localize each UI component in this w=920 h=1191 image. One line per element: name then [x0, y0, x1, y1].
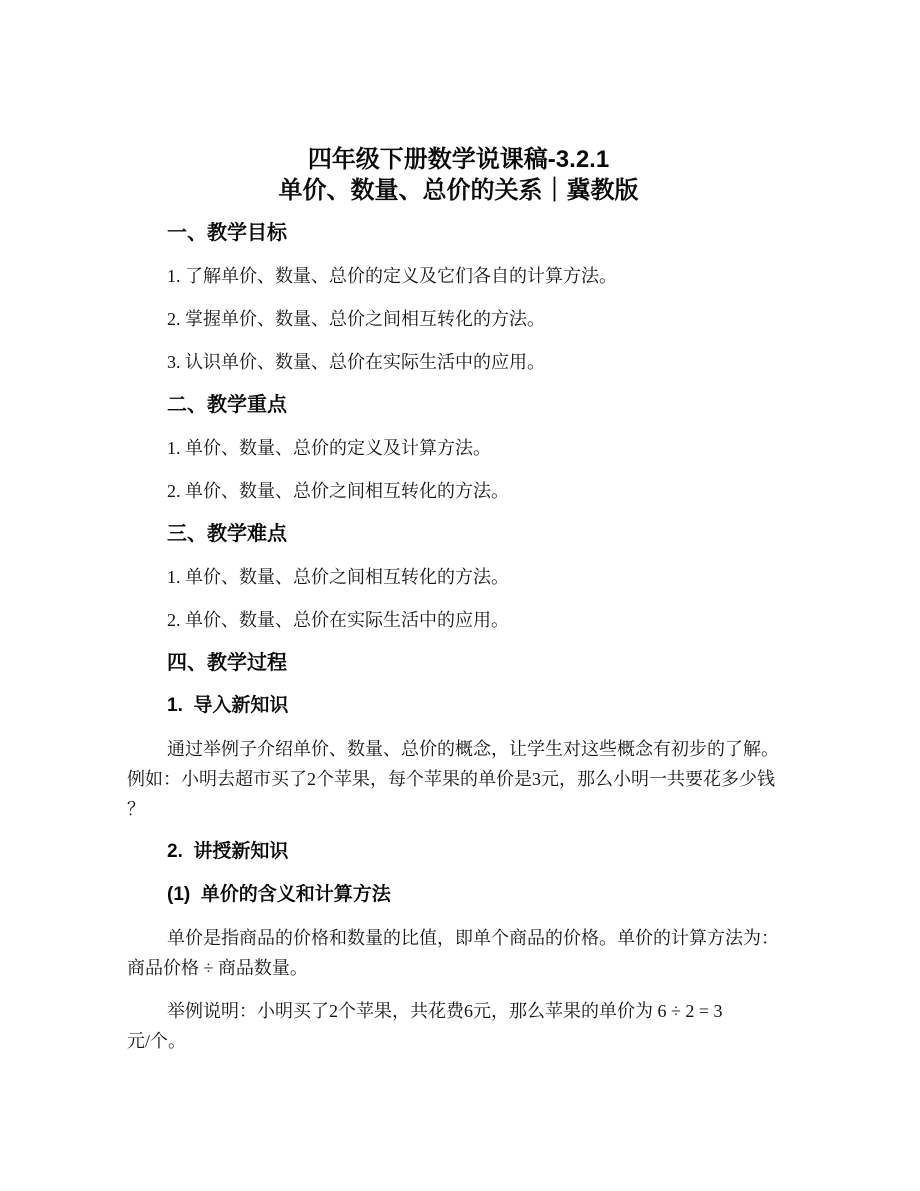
text-line: 元/个。: [127, 1031, 187, 1051]
sub-heading: [127, 691, 790, 721]
text-line: 一、教学目标: [167, 222, 287, 244]
text-line: 1. 了解单价、数量、总价的定义及它们各自的计算方法。: [167, 266, 617, 286]
text-line: (1) 单价的含义和计算方法: [167, 884, 391, 905]
text-line: 举例说明：小明买了2个苹果，共花费6元，那么苹果的单价为 6 ÷ 2 = 3: [167, 1001, 723, 1021]
text-line: 三、教学难点: [167, 523, 287, 545]
text-line: 通过举例子介绍单价、数量、总价的概念，让学生对这些概念有初步的了解。: [167, 739, 779, 759]
document-title: [127, 144, 790, 206]
text-line: 1. 导入新知识: [167, 695, 289, 716]
text-line: 四、教学过程: [167, 652, 287, 674]
document-body: [127, 218, 790, 1056]
text-line: 2. 掌握单价、数量、总价之间相互转化的方法。: [167, 309, 545, 329]
list-item: [127, 476, 790, 506]
paragraph: [127, 923, 790, 983]
list-item: [127, 433, 790, 463]
sub-heading: [127, 837, 790, 867]
text-line: 2. 单价、数量、总价在实际生活中的应用。: [167, 610, 509, 630]
list-item: [127, 562, 790, 592]
section-heading: [127, 519, 790, 549]
text-line: 二、教学重点: [167, 394, 287, 416]
sub-heading: [127, 880, 790, 910]
list-item: [127, 347, 790, 377]
document-title-line-2: 单价、数量、总价的关系｜冀教版: [278, 177, 639, 204]
text-line: 单价是指商品的价格和数量的比值，即单个商品的价格。单价的计算方法为：: [167, 928, 779, 948]
text-line: 1. 单价、数量、总价的定义及计算方法。: [167, 438, 491, 458]
text-line: ？: [127, 799, 145, 819]
document-title-line-1: 四年级下册数学说课稿-3.2.1: [307, 146, 610, 173]
paragraph: [127, 996, 790, 1056]
text-line: 3. 认识单价、数量、总价在实际生活中的应用。: [167, 352, 545, 372]
text-line: 商品价格 ÷ 商品数量。: [127, 958, 308, 978]
list-item: [127, 605, 790, 635]
text-line: 2. 单价、数量、总价之间相互转化的方法。: [167, 481, 509, 501]
paragraph: [127, 734, 790, 824]
text-line: 2. 讲授新知识: [167, 841, 289, 862]
section-heading: [127, 648, 790, 678]
section-heading: [127, 218, 790, 248]
list-item: [127, 304, 790, 334]
text-line: 例如：小明去超市买了2个苹果，每个苹果的单价是3元，那么小明一共要花多少钱: [127, 769, 775, 789]
text-line: 1. 单价、数量、总价之间相互转化的方法。: [167, 567, 509, 587]
section-heading: [127, 390, 790, 420]
list-item: [127, 261, 790, 291]
